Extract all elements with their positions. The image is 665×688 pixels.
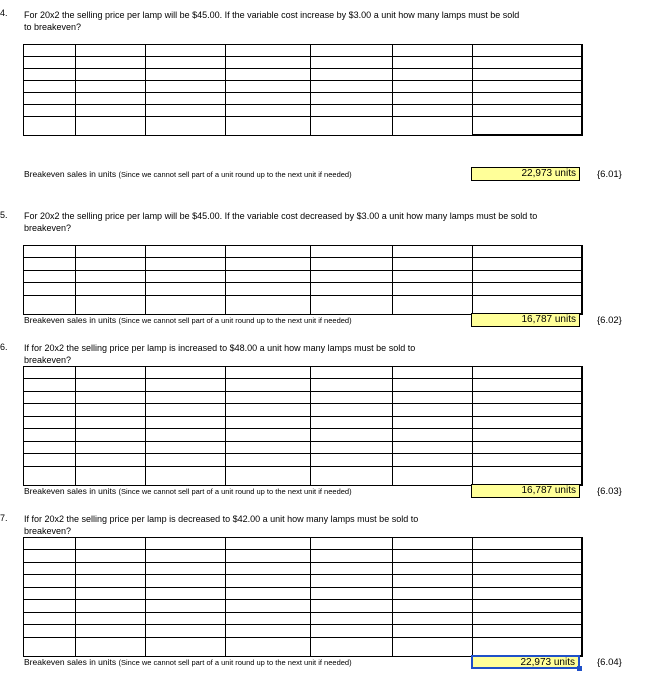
breakeven-label-row <box>24 169 352 180</box>
answer-cell[interactable]: 16,787 units <box>471 484 580 498</box>
breakeven-label: Breakeven sales in units <box>24 486 117 496</box>
work-grid[interactable] <box>23 537 583 657</box>
breakeven-label-row <box>24 657 352 668</box>
reference-code: {6.04} <box>597 657 622 668</box>
breakeven-note: (Since we cannot sell part of a unit round up to the next unit if needed) <box>118 487 352 496</box>
work-grid[interactable] <box>23 366 583 486</box>
question-text: For 20x2 the selling price per lamp will be $45.00. If the variable cost decreased by $3.00 a unit how many lamps must be sold to breakeven? <box>24 211 538 233</box>
answer-cell[interactable]: 22,973 units <box>471 655 580 669</box>
answer-cell[interactable]: 22,973 units <box>471 167 580 181</box>
breakeven-label: Breakeven sales in units <box>24 315 117 325</box>
breakeven-note: (Since we cannot sell part of a unit round up to the next unit if needed) <box>118 170 352 179</box>
breakeven-label-row <box>24 315 352 326</box>
reference-code: {6.03} <box>597 486 622 497</box>
work-grid[interactable] <box>23 44 583 136</box>
question-number: 5. <box>0 210 8 220</box>
question-number: 6. <box>0 342 8 352</box>
breakeven-label: Breakeven sales in units <box>24 657 117 667</box>
breakeven-note: (Since we cannot sell part of a unit round up to the next unit if needed) <box>118 316 352 325</box>
question-text: If for 20x2 the selling price per lamp is decreased to $42.00 a unit how many lamps must be sold to breakeven? <box>24 514 419 536</box>
reference-code: {6.01} <box>597 169 622 180</box>
question-number: 7. <box>0 513 8 523</box>
reference-code: {6.02} <box>597 315 622 326</box>
question-text: For 20x2 the selling price per lamp will be $45.00. If the variable cost increase by $3.00 a unit how many lamps must be sold to breakeven? <box>24 10 520 32</box>
work-grid[interactable] <box>23 245 583 315</box>
breakeven-label-row <box>24 486 352 497</box>
question-number: 4. <box>0 8 8 18</box>
answer-cell[interactable]: 16,787 units <box>471 313 580 327</box>
breakeven-note: (Since we cannot sell part of a unit round up to the next unit if needed) <box>118 658 352 667</box>
question-text: If for 20x2 the selling price per lamp is increased to $48.00 a unit how many lamps must be sold to breakeven? <box>24 343 416 365</box>
breakeven-label: Breakeven sales in units <box>24 169 117 179</box>
